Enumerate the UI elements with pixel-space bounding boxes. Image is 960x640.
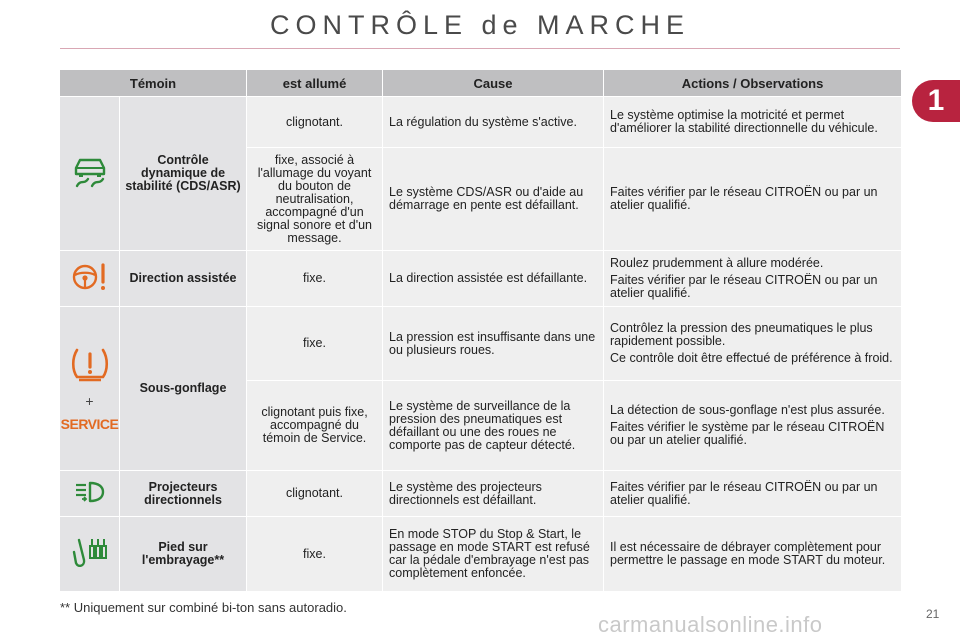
table-row (60, 517, 902, 592)
steering-action (604, 251, 902, 307)
tyre-action-1 (604, 307, 902, 381)
clutch-state: fixe. (247, 517, 383, 592)
stability-control-icon (73, 155, 107, 189)
tyre-icon-cell (60, 307, 120, 471)
tyre-action-1b: Ce contrôle doit être effectué de préférence à froid. (610, 351, 893, 365)
tyre-name: Sous-gonflage (120, 307, 247, 471)
table-row (60, 251, 902, 307)
header-temoin: Témoin (60, 70, 247, 97)
directional-headlamp-icon (73, 480, 107, 504)
cds-icon-cell (60, 97, 120, 251)
steering-action-2: Faites vérifier par le réseau CITROËN ou par un atelier qualifié. (610, 273, 878, 300)
header-actions: Actions / Observations (604, 70, 902, 97)
footnote: ** Uniquement sur combiné bi-ton sans autoradio. (60, 600, 347, 615)
tyre-action-2 (604, 381, 902, 471)
title-divider (60, 48, 900, 49)
tyre-action-1a: Contrôlez la pression des pneumatiques le plus rapidement possible. (610, 321, 873, 348)
header-est-allume: est allumé (247, 70, 383, 97)
tyre-cause-2: Le système de surveillance de la pression des pneumatiques est défaillant ou une des roues ne comporte pas de capteur détecté. (383, 381, 604, 471)
headlamps-cause: Le système des projecteurs directionnels est défaillant. (383, 471, 604, 517)
steering-state: fixe. (247, 251, 383, 307)
clutch-name: Pied sur l'embrayage** (120, 517, 247, 592)
watermark: carmanualsonline.info (598, 612, 823, 637)
chapter-tab[interactable]: 1 (912, 80, 960, 122)
clutch-action: Il est nécessaire de débrayer complètement pour permettre le passage en mode START du moteur. (604, 517, 902, 592)
tyre-state-2: clignotant puis fixe, accompagné du témoin de Service. (247, 381, 383, 471)
steering-action-1: Roulez prudemment à allure modérée. (610, 256, 824, 270)
foot-on-clutch-icon (71, 534, 109, 572)
steering-icon-cell (60, 251, 120, 307)
warning-lights-table (59, 69, 902, 592)
header-cause: Cause (383, 70, 604, 97)
headlamps-name: Projecteurs directionnels (120, 471, 247, 517)
table-row (60, 307, 902, 381)
cds-name: Contrôle dynamique de stabilité (CDS/ASR) (120, 97, 247, 251)
tyre-state-1: fixe. (247, 307, 383, 381)
service-warning-icon: SERVICE (60, 415, 119, 432)
clutch-icon-cell (60, 517, 120, 592)
steering-cause: La direction assistée est défaillante. (383, 251, 604, 307)
cds-action-2: Faites vérifier par le réseau CITROËN ou par un atelier qualifié. (604, 148, 902, 251)
cds-state-2: fixe, associé à l'allumage du voyant du bouton de neutralisation, accompagné d'un signal sonore et d'un message. (247, 148, 383, 251)
tyre-cause-1: La pression est insuffisante dans une ou plusieurs roues. (383, 307, 604, 381)
page-number: 21 (926, 607, 940, 621)
tyre-action-2b: Faites vérifier le système par le réseau CITROËN ou par un atelier qualifié. (610, 420, 885, 447)
cds-state-1: clignotant. (247, 97, 383, 148)
page-title: CONTRÔLE de MARCHE (269, 10, 691, 40)
power-steering-icon (70, 261, 110, 293)
table-row (60, 471, 902, 517)
headlamps-action: Faites vérifier par le réseau CITROËN ou par un atelier qualifié. (604, 471, 902, 517)
headlamp-icon-cell (60, 471, 120, 517)
plus-sign: + (85, 392, 94, 409)
cds-cause-1: La régulation du système s'active. (383, 97, 604, 148)
cds-cause-2: Le système CDS/ASR ou d'aide au démarrage en pente est défaillant. (383, 148, 604, 251)
clutch-cause: En mode STOP du Stop & Start, le passage en mode START est refusé car la pédale d'embrayage n'est pas complètement enfoncée. (383, 517, 604, 592)
tyre-action-2a: La détection de sous-gonflage n'est plus assurée. (610, 403, 885, 417)
headlamps-state: clignotant. (247, 471, 383, 517)
steering-name: Direction assistée (120, 251, 247, 307)
table-header-row (60, 70, 902, 97)
table-row (60, 97, 902, 148)
cds-action-1: Le système optimise la motricité et permet d'améliorer la stabilité directionnelle du véhicule. (604, 97, 902, 148)
tyre-pressure-icon (70, 346, 110, 384)
